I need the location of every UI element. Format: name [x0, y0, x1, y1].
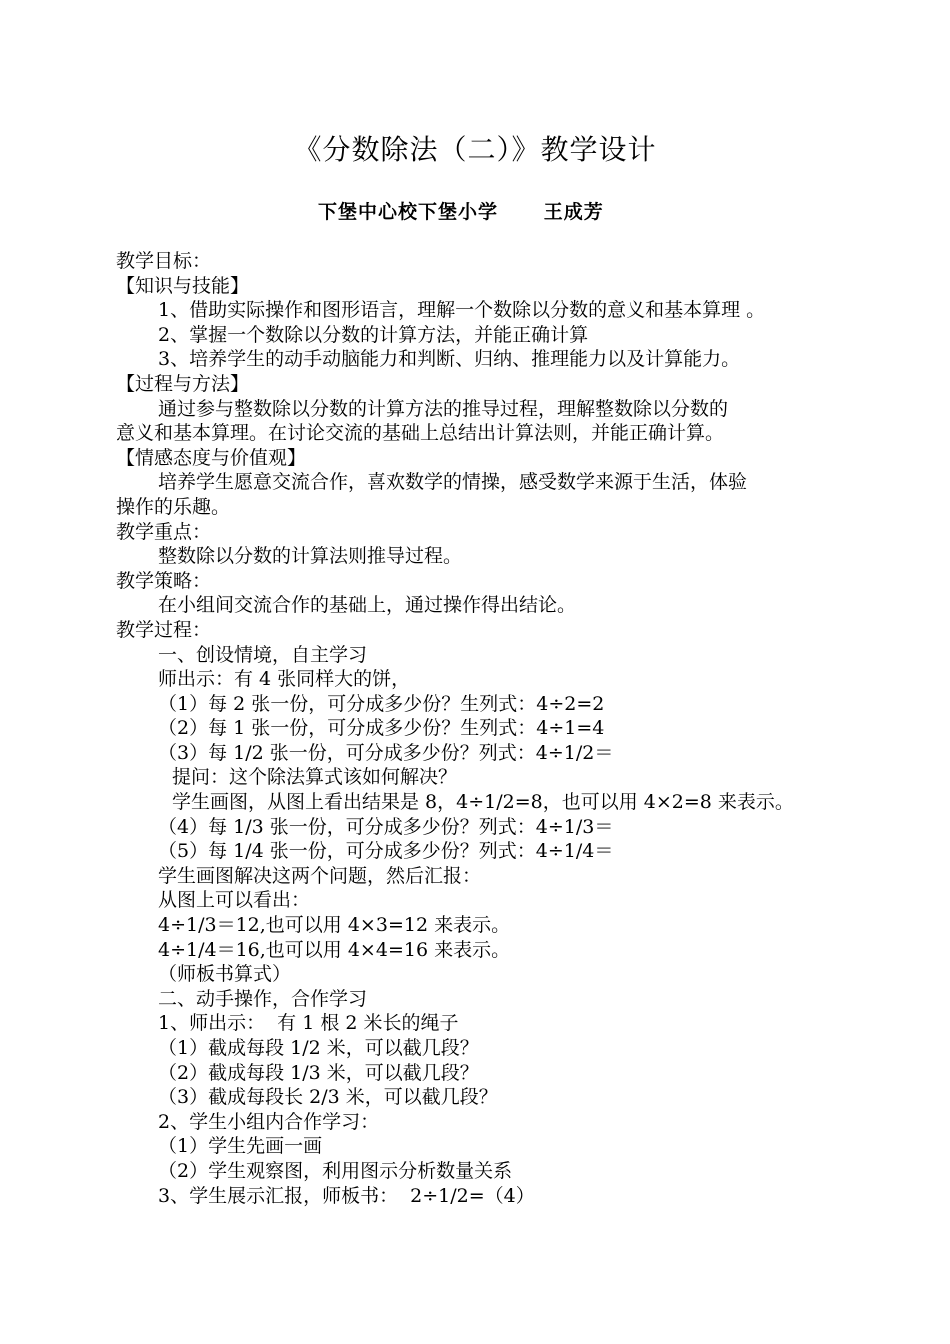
- text-line: 教学目标：: [116, 250, 212, 272]
- document-title: 《分数除法（二）》教学设计: [293, 133, 657, 166]
- text-line: 2、掌握一个数除以分数的计算方法，并能正确计算: [158, 323, 589, 346]
- text-line: 意义和基本算理。在讨论交流的基础上总结出计算法则，并能正确计算。: [116, 422, 725, 445]
- text-line: 整数除以分数的计算法则推导过程。: [158, 545, 463, 568]
- document-body: [116, 249, 846, 1208]
- text-line: 学生画图解决这两个问题，然后汇报：: [158, 864, 482, 887]
- text-line: 培养学生愿意交流合作，喜欢数学的情操，感受数学来源于生活，体验: [158, 471, 748, 494]
- text-line: 在小组间交流合作的基础上，通过操作得出结论。: [158, 594, 577, 617]
- text-line: （5）每 1/4 张一份，可分成多少份？列式：4÷1/4＝: [158, 840, 614, 863]
- text-line: （1）截成每段 1/2 米，可以截几段？: [158, 1037, 479, 1059]
- text-line: 从图上可以看出：: [158, 889, 311, 912]
- text-line: （2）截成每段 1/3 米，可以截几段？: [158, 1061, 479, 1084]
- text-line: 教学重点：: [116, 520, 212, 543]
- text-line: 【知识与技能】: [116, 274, 250, 297]
- author-line: 下堡中心校下堡小学 王成芳: [318, 201, 604, 223]
- text-line: （3）每 1/2 张一份，可分成多少份？列式：4÷1/2＝: [158, 741, 614, 764]
- text-line: （师板书算式）: [158, 963, 292, 986]
- text-line: 【过程与方法】: [116, 372, 250, 395]
- text-line: 提问：这个除法算式该如何解决？: [172, 766, 458, 789]
- text-line: 4÷1/4＝16,也可以用 4×4=16 来表示。: [158, 938, 511, 961]
- text-line: （1）每 2 张一份，可分成多少份？生列式：4÷2=2: [158, 692, 605, 715]
- text-line: 【情感态度与价值观】: [116, 446, 307, 469]
- text-line: 学生画图，从图上看出结果是 8，4÷1/2=8，也可以用 4×2=8 来表示。: [172, 791, 794, 814]
- text-line: 4÷1/3＝12,也可以用 4×3=12 来表示。: [158, 914, 511, 937]
- text-line: 2、学生小组内合作学习：: [158, 1110, 380, 1133]
- text-line: 教学过程：: [116, 618, 212, 641]
- text-line: 师出示：有 4 张同样大的饼，: [158, 668, 411, 691]
- text-line: 1、师出示： 有 1 根 2 米长的绳子: [158, 1012, 459, 1035]
- text-line: 二、动手操作，合作学习: [158, 987, 368, 1010]
- text-line: 一、创设情境，自主学习: [158, 643, 368, 666]
- text-line: 教学策略：: [116, 569, 212, 592]
- text-line: 操作的乐趣。: [116, 495, 231, 518]
- text-line: （4）每 1/3 张一份，可分成多少份？列式：4÷1/3＝: [158, 815, 614, 838]
- text-line: 通过参与整数除以分数的计算方法的推导过程，理解整数除以分数的: [158, 397, 729, 420]
- text-line: 3、学生展示汇报，师板书： 2÷1/2=（4）: [158, 1184, 535, 1207]
- text-line: 1、借助实际操作和图形语言，理解一个数除以分数的意义和基本算理 。: [158, 299, 766, 322]
- text-line: （3）截成每段长 2/3 米，可以截几段？: [158, 1086, 498, 1109]
- text-line: 3、培养学生的动手动脑能力和判断、归纳、推理能力以及计算能力。: [158, 348, 741, 371]
- text-line: （2）学生观察图，利用图示分析数量关系: [158, 1159, 513, 1182]
- text-line: （1）学生先画一画: [158, 1135, 323, 1158]
- text-line: （2）每 1 张一份，可分成多少份？生列式：4÷1=4: [158, 717, 605, 740]
